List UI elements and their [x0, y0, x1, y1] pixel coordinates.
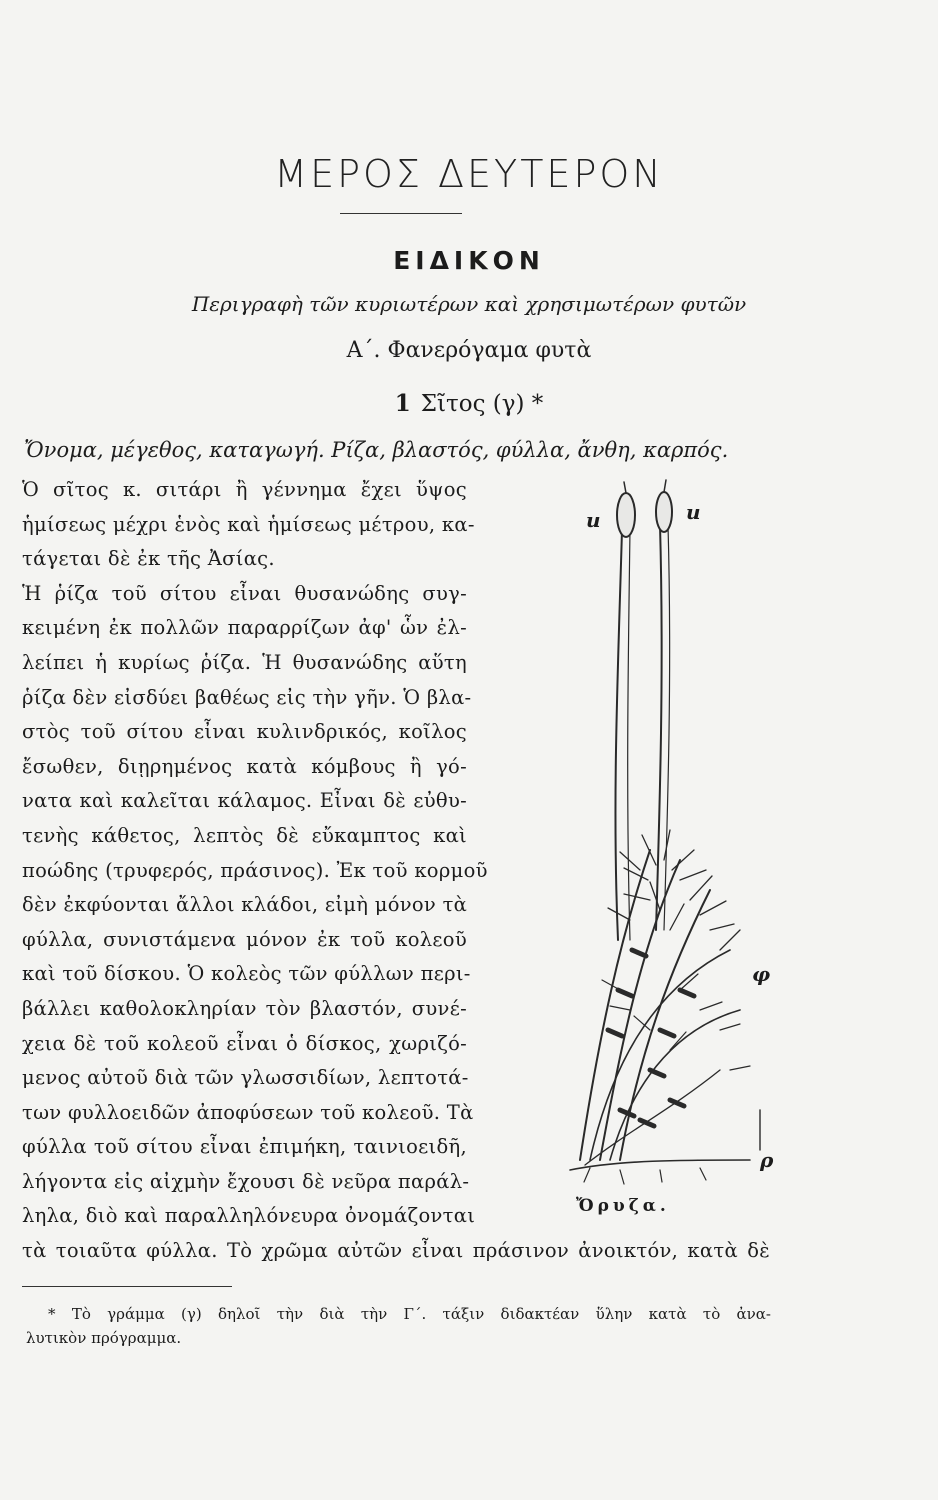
section-subtitle: Περιγραφὴ τῶν κυριωτέρων καὶ χρησιμωτέρων φυτῶν [191, 292, 747, 316]
body-line: φύλλα τοῦ σίτου εἶναι ἐπιμήκη, ταινιοειδῆ, [22, 1135, 467, 1159]
label-phi: φ [752, 962, 771, 986]
rice-plant-illustration [560, 470, 780, 1190]
body-line: τάγεται δὲ ἐκ τῆς Ἀσίας. [22, 547, 275, 571]
body-line: κειμένη ἐκ πολλῶν παραρρίζων ἀφ' ὧν ἐλ- [22, 616, 467, 640]
body-line: νατα καὶ καλεῖται κάλαμος. Εἶναι δὲ εὐθυ- [22, 789, 467, 813]
body-line: μενος αὐτοῦ διὰ τῶν γλωσσιδίων, λεπτοτά- [22, 1066, 469, 1090]
entry-number: 1 [394, 390, 411, 417]
body-line: Ὁ σῖτος κ. σιτάρι ἢ γέννημα ἔχει ὕψος [22, 478, 467, 501]
body-line: καὶ τοῦ δίσκου. Ὁ κολεὸς τῶν φύλλων περι- [22, 962, 471, 986]
label-rho: ρ [760, 1148, 774, 1172]
category-heading: Α΄. Φανερόγαμα φυτὰ [346, 338, 592, 363]
topics-line: Ὄνομα, μέγεθος, καταγωγή. Ρίζα, βλαστός, φύλλα, ἄνθη, καρπός. [24, 438, 729, 462]
title-divider [340, 213, 462, 214]
body-line: λείπει ἡ κυρίως ῥίζα. Ἡ θυσανώδης αὕτη [22, 650, 467, 674]
body-line: ποώδης (τρυφερός, πράσινος). Ἐκ τοῦ κορμοῦ [22, 858, 488, 882]
body-line: τενὴς κάθετος, λεπτὸς δὲ εὔκαμπτος καὶ [22, 823, 467, 847]
entry-heading [0, 390, 938, 417]
body-line: Ἡ ῥίζα τοῦ σίτου εἶναι θυσανώδης συγ- [22, 581, 467, 605]
body-line: φύλλα, συνιστάμενα μόνον ἐκ τοῦ κολεοῦ [22, 927, 467, 951]
footnote-line: λυτικὸν πρόγραμμα. [26, 1329, 182, 1347]
body-line: ληλα, διὸ καὶ παραλληλόνευρα ὀνομάζονται [22, 1204, 476, 1228]
body-line: βάλλει καθολοκληρίαν τὸν βλαστόν, συνέ- [22, 996, 467, 1020]
footnote [26, 1302, 771, 1350]
body-line: ἔσωθεν, διῃρημένος κατὰ κόμβους ἢ γό- [22, 754, 467, 778]
body-line: τὰ τοιαῦτα φύλλα. Τὸ χρῶμα αὐτῶν εἶναι πράσινον ἀνοικτόν, κατὰ δὲ [22, 1239, 770, 1263]
section-title: ΕΙΔΙΚΟΝ [393, 246, 545, 275]
body-line: ῥίζα δὲν εἰσδύει βαθέως εἰς τὴν γῆν. Ὁ βλα- [22, 685, 472, 709]
body-line: δὲν ἐκφύονται ἄλλοι κλάδοι, εἰμὴ μόνον τὰ [22, 893, 468, 917]
footnote-line: * Τὸ γράμμα (γ) δηλοῖ τὴν διὰ τὴν Γ΄. τάξιν διδακτέαν ὕλην κατὰ τὸ ἀνα- [48, 1305, 771, 1323]
part-title: ΜΕΡΟΣ ΔΕΥΤΕΡΟΝ [274, 152, 664, 196]
body-line: λήγοντα εἰς αἰχμὴν ἔχουσι δὲ νεῦρα παράλ- [22, 1169, 470, 1193]
figure-caption: Ὄρυζα. [576, 1196, 670, 1216]
body-line: χεια δὲ τοῦ κολεοῦ εἶναι ὁ δίσκος, χωριζό- [22, 1031, 467, 1055]
body-line: στὸς τοῦ σίτου εἶναι κυλινδρικός, κοῖλος [22, 720, 467, 744]
body-line: ἡμίσεως μέχρι ἑνὸς καὶ ἡμίσεως μέτρου, κα- [22, 512, 475, 536]
body-line: των φυλλοειδῶν ἀποφύσεων τοῦ κολεοῦ. Τὰ [22, 1100, 474, 1124]
entry-title: Σῖτος (γ) * [420, 391, 544, 417]
label-u-left: u [586, 508, 601, 532]
footnote-divider [22, 1286, 232, 1287]
label-u-right: u [686, 500, 701, 524]
